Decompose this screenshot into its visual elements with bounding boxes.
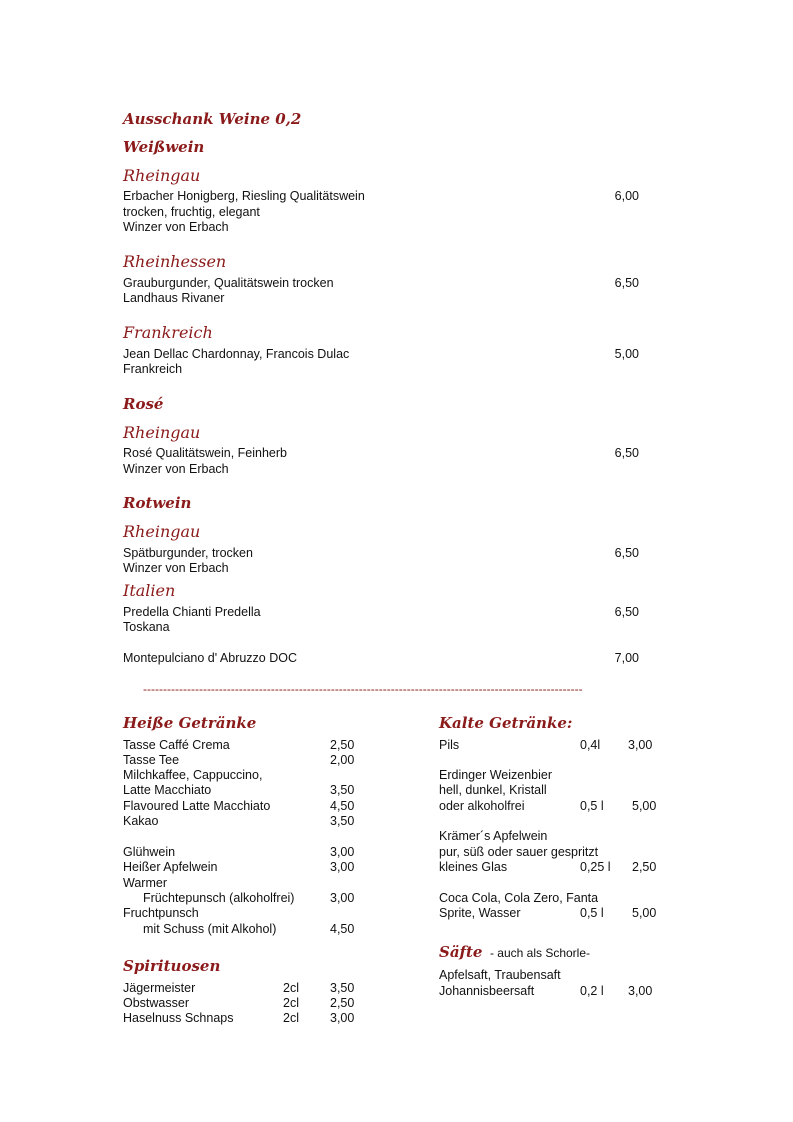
menu-item-price: 2,50	[632, 860, 657, 874]
menu-item-name: Haselnuss Schnaps	[123, 1011, 234, 1025]
menu-item-name: hell, dunkel, Kristall	[439, 783, 547, 797]
wine-price: 6,50	[614, 546, 639, 560]
wine-item-line: Frankreich	[123, 362, 183, 376]
menu-item-name: Jägermeister	[123, 981, 196, 995]
section-heading-spirits: Spirituosen	[123, 957, 221, 975]
section-heading-cold-drinks: Kalte Getränke:	[439, 714, 573, 732]
wine-item-line: Montepulciano d' Abruzzo DOC	[123, 651, 298, 665]
menu-item-size: 2cl	[283, 981, 299, 995]
menu-item-name: Latte Macchiato	[123, 783, 212, 797]
wine-price: 5,00	[614, 347, 639, 361]
menu-item-price: 4,50	[330, 799, 355, 813]
menu-item-price: 3,00	[628, 984, 653, 998]
menu-item-price: 3,00	[628, 738, 653, 752]
menu-item-price: 3,50	[330, 783, 355, 797]
menu-title: Ausschank Weine 0,2	[123, 110, 302, 128]
wine-price: 6,50	[614, 276, 639, 290]
wine-item-line: Winzer von Erbach	[123, 561, 229, 575]
menu-item-price: 3,00	[330, 1011, 355, 1025]
region-heading-frankreich: Frankreich	[123, 323, 213, 342]
wine-item-line: Jean Dellac Chardonnay, Francois Dulac	[123, 347, 350, 361]
menu-item-name: Flavoured Latte Macchiato	[123, 799, 271, 813]
menu-item-name: Tasse Tee	[123, 753, 180, 767]
menu-item-name: Krämer´s Apfelwein	[439, 829, 548, 843]
menu-item-name: oder alkoholfrei	[439, 799, 525, 813]
wine-item-line: Grauburgunder, Qualitätswein trocken	[123, 276, 334, 290]
menu-item-name: Johannisbeersaft	[439, 984, 535, 998]
menu-item-name: Warmer	[123, 876, 167, 890]
wine-item-line: Toskana	[123, 620, 170, 634]
menu-item-name: Pils	[439, 738, 460, 752]
menu-item-name: Glühwein	[123, 845, 176, 859]
wine-price: 6,50	[614, 605, 639, 619]
menu-item-size: 0,2 l	[580, 984, 604, 998]
menu-item-price: 3,00	[330, 860, 355, 874]
section-heading-juices: Säfte	[439, 943, 483, 961]
menu-item-name: Tasse Caffé Crema	[123, 738, 230, 752]
wine-item-line: Winzer von Erbach	[123, 220, 229, 234]
menu-item-price: 3,50	[330, 981, 355, 995]
wine-item-line: trocken, fruchtig, elegant	[123, 205, 260, 219]
menu-item-size: 0,5 l	[580, 906, 604, 920]
wine-item-line: Winzer von Erbach	[123, 462, 229, 476]
region-heading-rheinhessen: Rheinhessen	[123, 252, 227, 271]
menu-item-name: kleines Glas	[439, 860, 508, 874]
region-heading-rheingau: Rheingau	[123, 522, 201, 541]
region-heading-rheingau: Rheingau	[123, 423, 201, 442]
menu-item-size: 0,25 l	[580, 860, 611, 874]
menu-item-price: 3,00	[330, 845, 355, 859]
menu-item-name: Obstwasser	[123, 996, 189, 1010]
menu-item-name: Apfelsaft, Traubensaft	[439, 968, 561, 982]
wine-price: 6,50	[614, 446, 639, 460]
region-heading-rheingau: Rheingau	[123, 166, 201, 185]
menu-item-price: 3,50	[330, 814, 355, 828]
section-heading-rotwein: Rotwein	[123, 494, 192, 512]
menu-item-price: 5,00	[632, 906, 657, 920]
menu-item-name: Kakao	[123, 814, 159, 828]
section-heading-hot-drinks: Heiße Getränke	[123, 714, 257, 732]
menu-item-name: Heißer Apfelwein	[123, 860, 218, 874]
wine-item-line: Rosé Qualitätswein, Feinherb	[123, 446, 287, 460]
juice-note: - auch als Schorle-	[489, 946, 591, 960]
juice-heading-row	[439, 943, 590, 961]
menu-item-price: 2,50	[330, 738, 355, 752]
menu-item-size: 2cl	[283, 1011, 299, 1025]
menu-item-size: 0,4l	[580, 738, 601, 752]
menu-item-size: 2cl	[283, 996, 299, 1010]
menu-item-price: 2,00	[330, 753, 355, 767]
wine-item-line: Landhaus Rivaner	[123, 291, 225, 305]
section-heading-rose: Rosé	[123, 395, 164, 413]
menu-item-name: Früchtepunsch (alkoholfrei)	[143, 891, 295, 905]
menu-item-name: Sprite, Wasser	[439, 906, 521, 920]
wine-price: 6,00	[614, 189, 639, 203]
menu-item-price: 2,50	[330, 996, 355, 1010]
region-heading-italien: Italien	[123, 581, 176, 600]
menu-item-size: 0,5 l	[580, 799, 604, 813]
wine-item-line: Erbacher Honigberg, Riesling Qualitätswein	[123, 189, 365, 203]
menu-item-name: Milchkaffee, Cappuccino,	[123, 768, 263, 782]
section-heading-weisswein: Weißwein	[123, 138, 205, 156]
wine-price: 7,00	[614, 651, 639, 665]
menu-item-name: Erdinger Weizenbier	[439, 768, 553, 782]
menu-item-name: Fruchtpunsch	[123, 906, 199, 920]
menu-item-name: pur, süß oder sauer gespritzt	[439, 845, 599, 859]
menu-item-price: 3,00	[330, 891, 355, 905]
menu-item-name: Coca Cola, Cola Zero, Fanta	[439, 891, 599, 905]
menu-item-price: 4,50	[330, 922, 355, 936]
menu-item-price: 5,00	[632, 799, 657, 813]
wine-item-line: Predella Chianti Predella	[123, 605, 261, 619]
menu-item-name: mit Schuss (mit Alkohol)	[143, 922, 277, 936]
wine-item-line: Spätburgunder, trocken	[123, 546, 253, 560]
dashed-divider: --------------------------------------------------------------------------------------------------------------	[143, 682, 583, 696]
